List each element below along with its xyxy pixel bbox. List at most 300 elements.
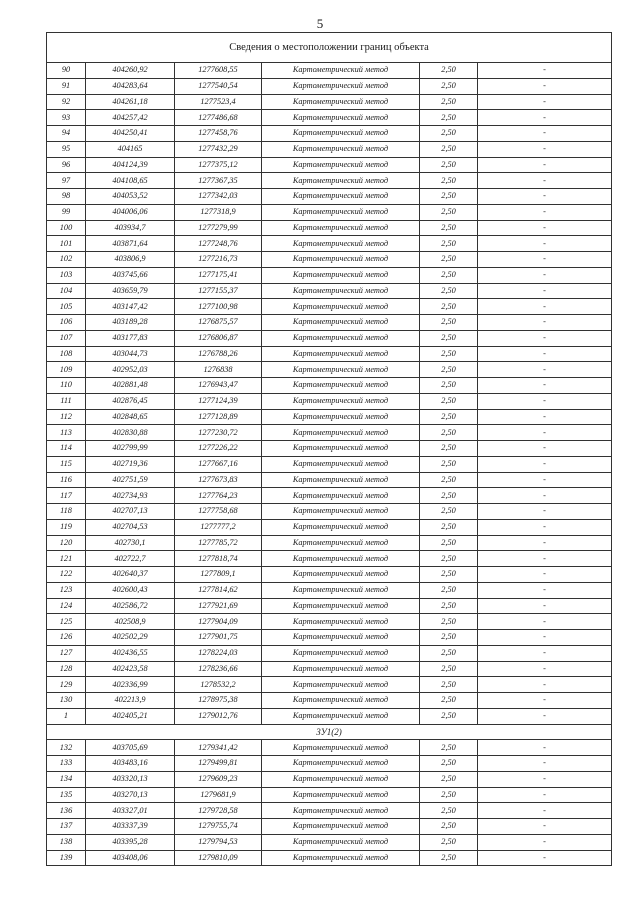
error-cell: 2,50: [420, 598, 478, 614]
note-cell: -: [478, 519, 612, 535]
error-cell: 2,50: [420, 551, 478, 567]
coord-x-cell: 403177,83: [86, 330, 175, 346]
table-row: [47, 189, 612, 205]
error-cell: 2,50: [420, 267, 478, 283]
note-cell: -: [478, 173, 612, 189]
coord-x-cell: 404006,06: [86, 204, 175, 220]
error-cell: 2,50: [420, 346, 478, 362]
note-cell: -: [478, 630, 612, 646]
error-cell: 2,50: [420, 299, 478, 315]
method-cell: Картометрический метод: [262, 488, 420, 504]
point-number-cell: 107: [47, 330, 86, 346]
point-number-cell: 98: [47, 189, 86, 205]
note-cell: -: [478, 834, 612, 850]
table-row: [47, 456, 612, 472]
table-row: [47, 787, 612, 803]
table-row: [47, 535, 612, 551]
note-cell: -: [478, 78, 612, 94]
coord-x-cell: 402881,48: [86, 378, 175, 394]
table-row: [47, 582, 612, 598]
table-row: [47, 157, 612, 173]
coord-x-cell: 402405,21: [86, 708, 175, 724]
method-cell: Картометрический метод: [262, 661, 420, 677]
method-cell: Картометрический метод: [262, 740, 420, 756]
table-row: [47, 425, 612, 441]
coord-x-cell: 404260,92: [86, 63, 175, 79]
table-row: [47, 645, 612, 661]
coord-y-cell: 1277100,98: [175, 299, 262, 315]
table-row: [47, 330, 612, 346]
coord-y-cell: 1277155,37: [175, 283, 262, 299]
coord-x-cell: 404053,52: [86, 189, 175, 205]
point-number-cell: 108: [47, 346, 86, 362]
error-cell: 2,50: [420, 756, 478, 772]
error-cell: 2,50: [420, 456, 478, 472]
note-cell: -: [478, 362, 612, 378]
point-number-cell: 100: [47, 220, 86, 236]
coord-x-cell: 403705,69: [86, 740, 175, 756]
error-cell: 2,50: [420, 204, 478, 220]
note-cell: -: [478, 267, 612, 283]
coord-y-cell: 1277608,55: [175, 63, 262, 79]
point-number-cell: 103: [47, 267, 86, 283]
table-row: [47, 173, 612, 189]
point-number-cell: 94: [47, 126, 86, 142]
coord-y-cell: 1276943,47: [175, 378, 262, 394]
point-number-cell: 127: [47, 645, 86, 661]
note-cell: -: [478, 819, 612, 835]
method-cell: Картометрический метод: [262, 787, 420, 803]
table-row: [47, 677, 612, 693]
table-row: [47, 315, 612, 331]
error-cell: 2,50: [420, 126, 478, 142]
point-number-cell: 93: [47, 110, 86, 126]
error-cell: 2,50: [420, 472, 478, 488]
note-cell: -: [478, 771, 612, 787]
method-cell: Картометрический метод: [262, 819, 420, 835]
point-number-cell: 1: [47, 708, 86, 724]
boundary-coordinates-table: [46, 32, 612, 866]
table-row: [47, 803, 612, 819]
coord-y-cell: 1278224,03: [175, 645, 262, 661]
note-cell: -: [478, 409, 612, 425]
coord-y-cell: 1277432,29: [175, 141, 262, 157]
table-row: [47, 252, 612, 268]
table-row: [47, 488, 612, 504]
table-row: [47, 409, 612, 425]
coord-x-cell: 402722,7: [86, 551, 175, 567]
coord-y-cell: 1277248,76: [175, 236, 262, 252]
error-cell: 2,50: [420, 819, 478, 835]
coord-y-cell: 1279728,58: [175, 803, 262, 819]
coord-y-cell: 1277175,41: [175, 267, 262, 283]
error-cell: 2,50: [420, 252, 478, 268]
section-label: 3У1(2): [47, 724, 612, 740]
error-cell: 2,50: [420, 582, 478, 598]
note-cell: -: [478, 425, 612, 441]
error-cell: 2,50: [420, 393, 478, 409]
method-cell: Картометрический метод: [262, 110, 420, 126]
coord-y-cell: 1276806,87: [175, 330, 262, 346]
note-cell: -: [478, 535, 612, 551]
error-cell: 2,50: [420, 330, 478, 346]
coord-y-cell: 1277901,75: [175, 630, 262, 646]
error-cell: 2,50: [420, 645, 478, 661]
table-row: [47, 693, 612, 709]
coord-x-cell: 404261,18: [86, 94, 175, 110]
note-cell: -: [478, 63, 612, 79]
note-cell: -: [478, 598, 612, 614]
method-cell: Картометрический метод: [262, 567, 420, 583]
point-number-cell: 125: [47, 614, 86, 630]
coord-y-cell: 1279012,76: [175, 708, 262, 724]
coord-y-cell: 1279755,74: [175, 819, 262, 835]
note-cell: -: [478, 677, 612, 693]
table-title: Сведения о местоположении границ объекта: [47, 33, 612, 63]
point-number-cell: 132: [47, 740, 86, 756]
coord-x-cell: 402508,9: [86, 614, 175, 630]
point-number-cell: 96: [47, 157, 86, 173]
method-cell: Картометрический метод: [262, 78, 420, 94]
method-cell: Картометрический метод: [262, 189, 420, 205]
method-cell: Картометрический метод: [262, 173, 420, 189]
point-number-cell: 106: [47, 315, 86, 331]
table-row: [47, 299, 612, 315]
point-number-cell: 99: [47, 204, 86, 220]
note-cell: -: [478, 299, 612, 315]
method-cell: Картометрический метод: [262, 456, 420, 472]
method-cell: Картометрический метод: [262, 834, 420, 850]
coord-y-cell: 1277279,99: [175, 220, 262, 236]
table-row: [47, 126, 612, 142]
coord-y-cell: 1277124,39: [175, 393, 262, 409]
error-cell: 2,50: [420, 661, 478, 677]
table-row: [47, 110, 612, 126]
coord-y-cell: 1277458,76: [175, 126, 262, 142]
note-cell: -: [478, 94, 612, 110]
method-cell: Картометрический метод: [262, 267, 420, 283]
note-cell: -: [478, 551, 612, 567]
note-cell: -: [478, 283, 612, 299]
note-cell: -: [478, 126, 612, 142]
method-cell: Картометрический метод: [262, 677, 420, 693]
method-cell: Картометрический метод: [262, 157, 420, 173]
table-row: [47, 819, 612, 835]
method-cell: Картометрический метод: [262, 535, 420, 551]
coord-x-cell: 403483,16: [86, 756, 175, 772]
coord-x-cell: 403044,73: [86, 346, 175, 362]
point-number-cell: 97: [47, 173, 86, 189]
point-number-cell: 104: [47, 283, 86, 299]
coord-x-cell: 403189,28: [86, 315, 175, 331]
table-row: [47, 630, 612, 646]
table-row: [47, 283, 612, 299]
note-cell: -: [478, 614, 612, 630]
error-cell: 2,50: [420, 504, 478, 520]
table-row: [47, 708, 612, 724]
error-cell: 2,50: [420, 315, 478, 331]
method-cell: Картометрический метод: [262, 693, 420, 709]
method-cell: Картометрический метод: [262, 598, 420, 614]
point-number-cell: 123: [47, 582, 86, 598]
error-cell: 2,50: [420, 189, 478, 205]
point-number-cell: 134: [47, 771, 86, 787]
coord-y-cell: 1279794,53: [175, 834, 262, 850]
table-row: [47, 519, 612, 535]
point-number-cell: 133: [47, 756, 86, 772]
coord-x-cell: 402704,53: [86, 519, 175, 535]
method-cell: Картометрический метод: [262, 252, 420, 268]
point-number-cell: 105: [47, 299, 86, 315]
point-number-cell: 136: [47, 803, 86, 819]
coord-x-cell: 402640,37: [86, 567, 175, 583]
error-cell: 2,50: [420, 834, 478, 850]
coord-x-cell: 402730,1: [86, 535, 175, 551]
error-cell: 2,50: [420, 488, 478, 504]
note-cell: -: [478, 456, 612, 472]
note-cell: -: [478, 393, 612, 409]
method-cell: Картометрический метод: [262, 346, 420, 362]
table-row: [47, 834, 612, 850]
method-cell: Картометрический метод: [262, 441, 420, 457]
error-cell: 2,50: [420, 519, 478, 535]
coord-y-cell: 1277226,22: [175, 441, 262, 457]
coord-y-cell: 1277523,4: [175, 94, 262, 110]
method-cell: Картометрический метод: [262, 126, 420, 142]
table-row: [47, 220, 612, 236]
coord-y-cell: 1277904,09: [175, 614, 262, 630]
method-cell: Картометрический метод: [262, 63, 420, 79]
point-number-cell: 126: [47, 630, 86, 646]
coord-x-cell: 402734,93: [86, 488, 175, 504]
coord-x-cell: 403408,06: [86, 850, 175, 866]
method-cell: Картометрический метод: [262, 504, 420, 520]
point-number-cell: 135: [47, 787, 86, 803]
table-row: [47, 614, 612, 630]
method-cell: Картометрический метод: [262, 614, 420, 630]
error-cell: 2,50: [420, 787, 478, 803]
table-row: [47, 78, 612, 94]
error-cell: 2,50: [420, 630, 478, 646]
coord-x-cell: 402952,03: [86, 362, 175, 378]
coord-x-cell: 404283,64: [86, 78, 175, 94]
coord-x-cell: 402586,72: [86, 598, 175, 614]
error-cell: 2,50: [420, 535, 478, 551]
method-cell: Картометрический метод: [262, 378, 420, 394]
note-cell: -: [478, 645, 612, 661]
coord-x-cell: 403327,01: [86, 803, 175, 819]
coord-x-cell: 403270,13: [86, 787, 175, 803]
note-cell: -: [478, 141, 612, 157]
note-cell: -: [478, 504, 612, 520]
note-cell: -: [478, 661, 612, 677]
error-cell: 2,50: [420, 803, 478, 819]
method-cell: Картометрический метод: [262, 94, 420, 110]
method-cell: Картометрический метод: [262, 803, 420, 819]
note-cell: -: [478, 346, 612, 362]
table-row: [47, 236, 612, 252]
note-cell: -: [478, 803, 612, 819]
coord-y-cell: 1276875,57: [175, 315, 262, 331]
error-cell: 2,50: [420, 677, 478, 693]
note-cell: -: [478, 567, 612, 583]
coord-x-cell: 403871,64: [86, 236, 175, 252]
table-row: [47, 378, 612, 394]
method-cell: Картометрический метод: [262, 141, 420, 157]
coord-y-cell: 1279681,9: [175, 787, 262, 803]
coord-y-cell: 1277785,72: [175, 535, 262, 551]
note-cell: -: [478, 850, 612, 866]
coord-x-cell: 403806,9: [86, 252, 175, 268]
method-cell: Картометрический метод: [262, 283, 420, 299]
point-number-cell: 91: [47, 78, 86, 94]
error-cell: 2,50: [420, 850, 478, 866]
coord-y-cell: 1277809,1: [175, 567, 262, 583]
coord-x-cell: 402436,55: [86, 645, 175, 661]
method-cell: Картометрический метод: [262, 299, 420, 315]
table-row: [47, 204, 612, 220]
table-row: [47, 598, 612, 614]
coord-x-cell: 402876,45: [86, 393, 175, 409]
method-cell: Картометрический метод: [262, 756, 420, 772]
note-cell: -: [478, 110, 612, 126]
point-number-cell: 101: [47, 236, 86, 252]
method-cell: Картометрический метод: [262, 220, 420, 236]
method-cell: Картометрический метод: [262, 645, 420, 661]
point-number-cell: 92: [47, 94, 86, 110]
note-cell: -: [478, 378, 612, 394]
coord-x-cell: 404165: [86, 141, 175, 157]
method-cell: Картометрический метод: [262, 204, 420, 220]
method-cell: Картометрический метод: [262, 409, 420, 425]
error-cell: 2,50: [420, 236, 478, 252]
point-number-cell: 117: [47, 488, 86, 504]
point-number-cell: 95: [47, 141, 86, 157]
table-row: [47, 551, 612, 567]
method-cell: Картометрический метод: [262, 425, 420, 441]
coord-y-cell: 1277128,89: [175, 409, 262, 425]
coord-x-cell: 403395,28: [86, 834, 175, 850]
method-cell: Картометрический метод: [262, 315, 420, 331]
method-cell: Картометрический метод: [262, 519, 420, 535]
error-cell: 2,50: [420, 283, 478, 299]
coord-y-cell: 1277673,83: [175, 472, 262, 488]
method-cell: Картометрический метод: [262, 330, 420, 346]
error-cell: 2,50: [420, 567, 478, 583]
note-cell: -: [478, 236, 612, 252]
coord-y-cell: 1278975,38: [175, 693, 262, 709]
coord-x-cell: 403337,39: [86, 819, 175, 835]
coord-x-cell: 402707,13: [86, 504, 175, 520]
error-cell: 2,50: [420, 141, 478, 157]
coord-y-cell: 1277375,12: [175, 157, 262, 173]
table-row: [47, 661, 612, 677]
coord-y-cell: 1277758,68: [175, 504, 262, 520]
note-cell: -: [478, 693, 612, 709]
table-row: [47, 63, 612, 79]
error-cell: 2,50: [420, 157, 478, 173]
coord-x-cell: 402719,36: [86, 456, 175, 472]
coord-x-cell: 402213,9: [86, 693, 175, 709]
coord-x-cell: 402336,99: [86, 677, 175, 693]
coord-y-cell: 1277921,69: [175, 598, 262, 614]
method-cell: Картометрический метод: [262, 708, 420, 724]
table-row: [47, 94, 612, 110]
table-row: [47, 504, 612, 520]
table-row: [47, 141, 612, 157]
error-cell: 2,50: [420, 220, 478, 236]
table-title-row: [47, 33, 612, 63]
table-row: [47, 393, 612, 409]
point-number-cell: 139: [47, 850, 86, 866]
method-cell: Картометрический метод: [262, 393, 420, 409]
coord-x-cell: 403659,79: [86, 283, 175, 299]
point-number-cell: 129: [47, 677, 86, 693]
method-cell: Картометрический метод: [262, 236, 420, 252]
note-cell: -: [478, 441, 612, 457]
point-number-cell: 137: [47, 819, 86, 835]
note-cell: -: [478, 756, 612, 772]
method-cell: Картометрический метод: [262, 771, 420, 787]
error-cell: 2,50: [420, 78, 478, 94]
note-cell: -: [478, 787, 612, 803]
coord-x-cell: 404108,65: [86, 173, 175, 189]
note-cell: -: [478, 315, 612, 331]
point-number-cell: 90: [47, 63, 86, 79]
coord-x-cell: 402799,99: [86, 441, 175, 457]
error-cell: 2,50: [420, 708, 478, 724]
table-row: [47, 567, 612, 583]
point-number-cell: 122: [47, 567, 86, 583]
coord-y-cell: 1277540,54: [175, 78, 262, 94]
coord-x-cell: 402502,29: [86, 630, 175, 646]
point-number-cell: 113: [47, 425, 86, 441]
coord-y-cell: 1276838: [175, 362, 262, 378]
coord-y-cell: 1277667,16: [175, 456, 262, 472]
error-cell: 2,50: [420, 409, 478, 425]
coord-x-cell: 403745,66: [86, 267, 175, 283]
point-number-cell: 130: [47, 693, 86, 709]
point-number-cell: 111: [47, 393, 86, 409]
note-cell: -: [478, 157, 612, 173]
table-row: [47, 362, 612, 378]
table-row: [47, 346, 612, 362]
error-cell: 2,50: [420, 94, 478, 110]
error-cell: 2,50: [420, 378, 478, 394]
coord-y-cell: 1279499,81: [175, 756, 262, 772]
note-cell: -: [478, 252, 612, 268]
note-cell: -: [478, 204, 612, 220]
coord-y-cell: 1277342,03: [175, 189, 262, 205]
point-number-cell: 114: [47, 441, 86, 457]
point-number-cell: 109: [47, 362, 86, 378]
coord-y-cell: 1278532,2: [175, 677, 262, 693]
note-cell: -: [478, 472, 612, 488]
coord-y-cell: 1277764,23: [175, 488, 262, 504]
coord-y-cell: 1279609,23: [175, 771, 262, 787]
table-row: [47, 771, 612, 787]
table-row: [47, 267, 612, 283]
point-number-cell: 124: [47, 598, 86, 614]
coord-x-cell: 402830,88: [86, 425, 175, 441]
table-row: [47, 740, 612, 756]
coord-x-cell: 403934,7: [86, 220, 175, 236]
error-cell: 2,50: [420, 614, 478, 630]
point-number-cell: 118: [47, 504, 86, 520]
point-number-cell: 112: [47, 409, 86, 425]
coord-x-cell: 403320,13: [86, 771, 175, 787]
coord-y-cell: 1277814,62: [175, 582, 262, 598]
